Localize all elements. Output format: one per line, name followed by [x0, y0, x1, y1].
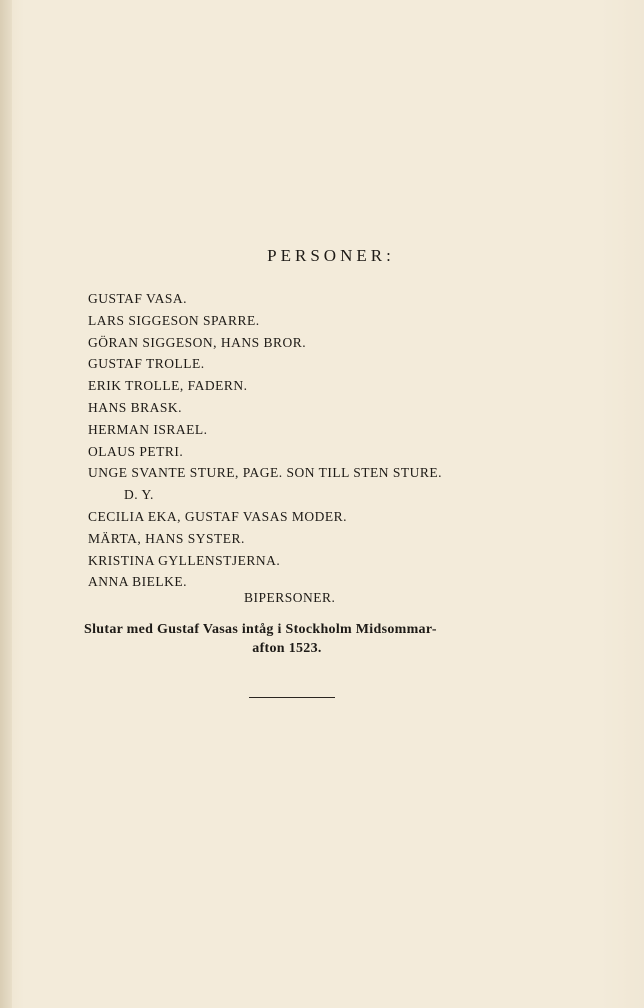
bipersoner-label: BIPERSONER.	[244, 590, 336, 605]
closing-note-line-2: afton 1523.	[252, 641, 322, 656]
cast-item: MÄRTA, HANS SYSTER.	[88, 530, 245, 546]
closing-note	[84, 620, 504, 658]
cast-item: D. Y.	[124, 487, 154, 503]
closing-note-line-1: Slutar med Gustaf Vasas intåg i Stockholm Midsommar-	[84, 622, 437, 637]
cast-item: HERMAN ISRAEL.	[88, 421, 208, 437]
cast-item: HANS BRASK.	[88, 399, 183, 415]
cast-item: KRISTINA GYLLENSTJERNA.	[88, 552, 281, 568]
cast-item: GUSTAF VASA.	[88, 291, 187, 306]
cast-item: GUSTAF TROLLE.	[88, 356, 205, 372]
cast-item: ANNA BIELKE.	[88, 574, 187, 590]
cast-item: GÖRAN SIGGESON, HANS BROR.	[88, 334, 307, 350]
cast-item: OLAUS PETRI.	[88, 443, 184, 459]
page-heading: PERSONER:	[267, 246, 395, 265]
page-gutter	[0, 0, 12, 1008]
cast-item: LARS SIGGESON SPARRE.	[88, 312, 260, 328]
cast-item: CECILIA EKA, GUSTAF VASAS MODER.	[88, 508, 347, 524]
horizontal-rule	[249, 697, 335, 698]
cast-item: UNGE SVANTE STURE, PAGE. SON TILL STEN STURE.	[88, 465, 443, 481]
cast-item: ERIK TROLLE, FADERN.	[88, 378, 248, 394]
cast-list	[88, 288, 442, 593]
